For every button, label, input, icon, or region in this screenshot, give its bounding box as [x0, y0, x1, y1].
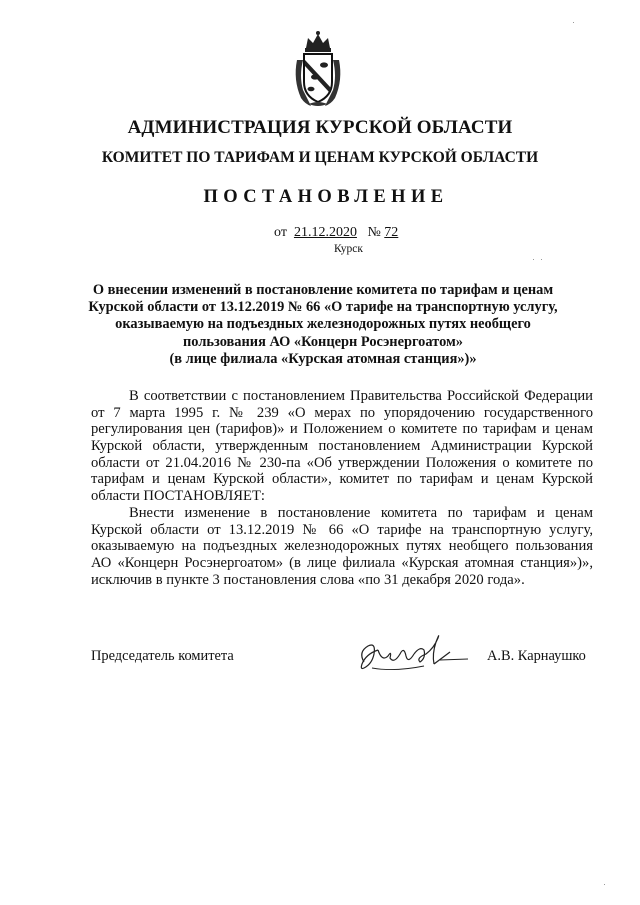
scan-speck: [604, 884, 605, 885]
date-number-line: [274, 225, 398, 241]
kursk-coat-of-arms-icon: [291, 30, 345, 108]
body-line: регулирования цен (тарифов)» и Положением о комитете по тарифам и ценам: [91, 421, 593, 438]
body-line: Курской области, утвержденным постановлением Администрации Курской: [91, 438, 593, 455]
number-prefix: №: [367, 225, 381, 240]
body-line: области ПОСТАНОВЛЯЕТ:: [91, 488, 265, 505]
body-line: области от 21.04.2016 № 230-па «Об утверждении Положения о комитете по: [91, 454, 593, 471]
subject-line: О внесении изменений в постановление комитета по тарифам и ценам: [92, 282, 554, 298]
body-line: Внести изменение в постановление комитета по тарифам и ценам: [129, 504, 593, 521]
document-number: 72: [384, 225, 399, 240]
signatory-position: Председатель комитета: [91, 648, 234, 664]
body-line: В соответствии с постановлением Правительства Российской Федерации: [129, 388, 593, 404]
body-line: тарифам и ценам Курской области», комитет по тарифам и ценам Курской: [91, 471, 593, 488]
document-subject: [88, 282, 558, 368]
document-body: [91, 388, 593, 588]
document-type-heading: ПОСТАНОВЛЕНИЕ: [203, 187, 449, 207]
signatory-name: А.В. Карнаушко: [487, 648, 586, 664]
handwritten-signature-icon: [354, 628, 472, 678]
city-label: Курск: [334, 243, 363, 255]
document-date: 21.12.2020: [293, 225, 357, 240]
committee-title: КОМИТЕТ ПО ТАРИФАМ И ЦЕНАМ КУРСКОЙ ОБЛАСТИ: [101, 149, 539, 166]
scan-speck: [541, 259, 542, 260]
body-line: оказываемую на подъездных железнодорожных путях необщего пользования: [91, 538, 593, 555]
subject-line: Курской области от 13.12.2019 № 66 «О тарифе на транспортную услугу,: [88, 299, 558, 316]
body-line: АО «Концерн Росэнергоатом» (в лице филиала «Курская атомная станция»)»,: [91, 554, 593, 571]
subject-line: оказываемую на подъездных железнодорожных путях необщего: [115, 316, 531, 333]
body-line: от 7 марта 1995 г. № 239 «О мерах по упорядочению государственного: [91, 404, 593, 421]
scan-speck: [533, 259, 534, 260]
body-line: исключив в пункте 3 постановления слова «по 31 декабря 2020 года».: [91, 571, 525, 588]
body-line: Курской области от 13.12.2019 № 66 «О тарифе на транспортную услугу,: [91, 521, 593, 538]
scan-speck: [573, 22, 574, 23]
subject-line: пользования АО «Концерн Росэнергоатом»: [183, 333, 463, 350]
organization-title: АДМИНИСТРАЦИЯ КУРСКОЙ ОБЛАСТИ: [127, 117, 513, 138]
date-prefix: от: [274, 225, 287, 240]
subject-line: (в лице филиала «Курская атомная станция»)»: [169, 350, 477, 367]
